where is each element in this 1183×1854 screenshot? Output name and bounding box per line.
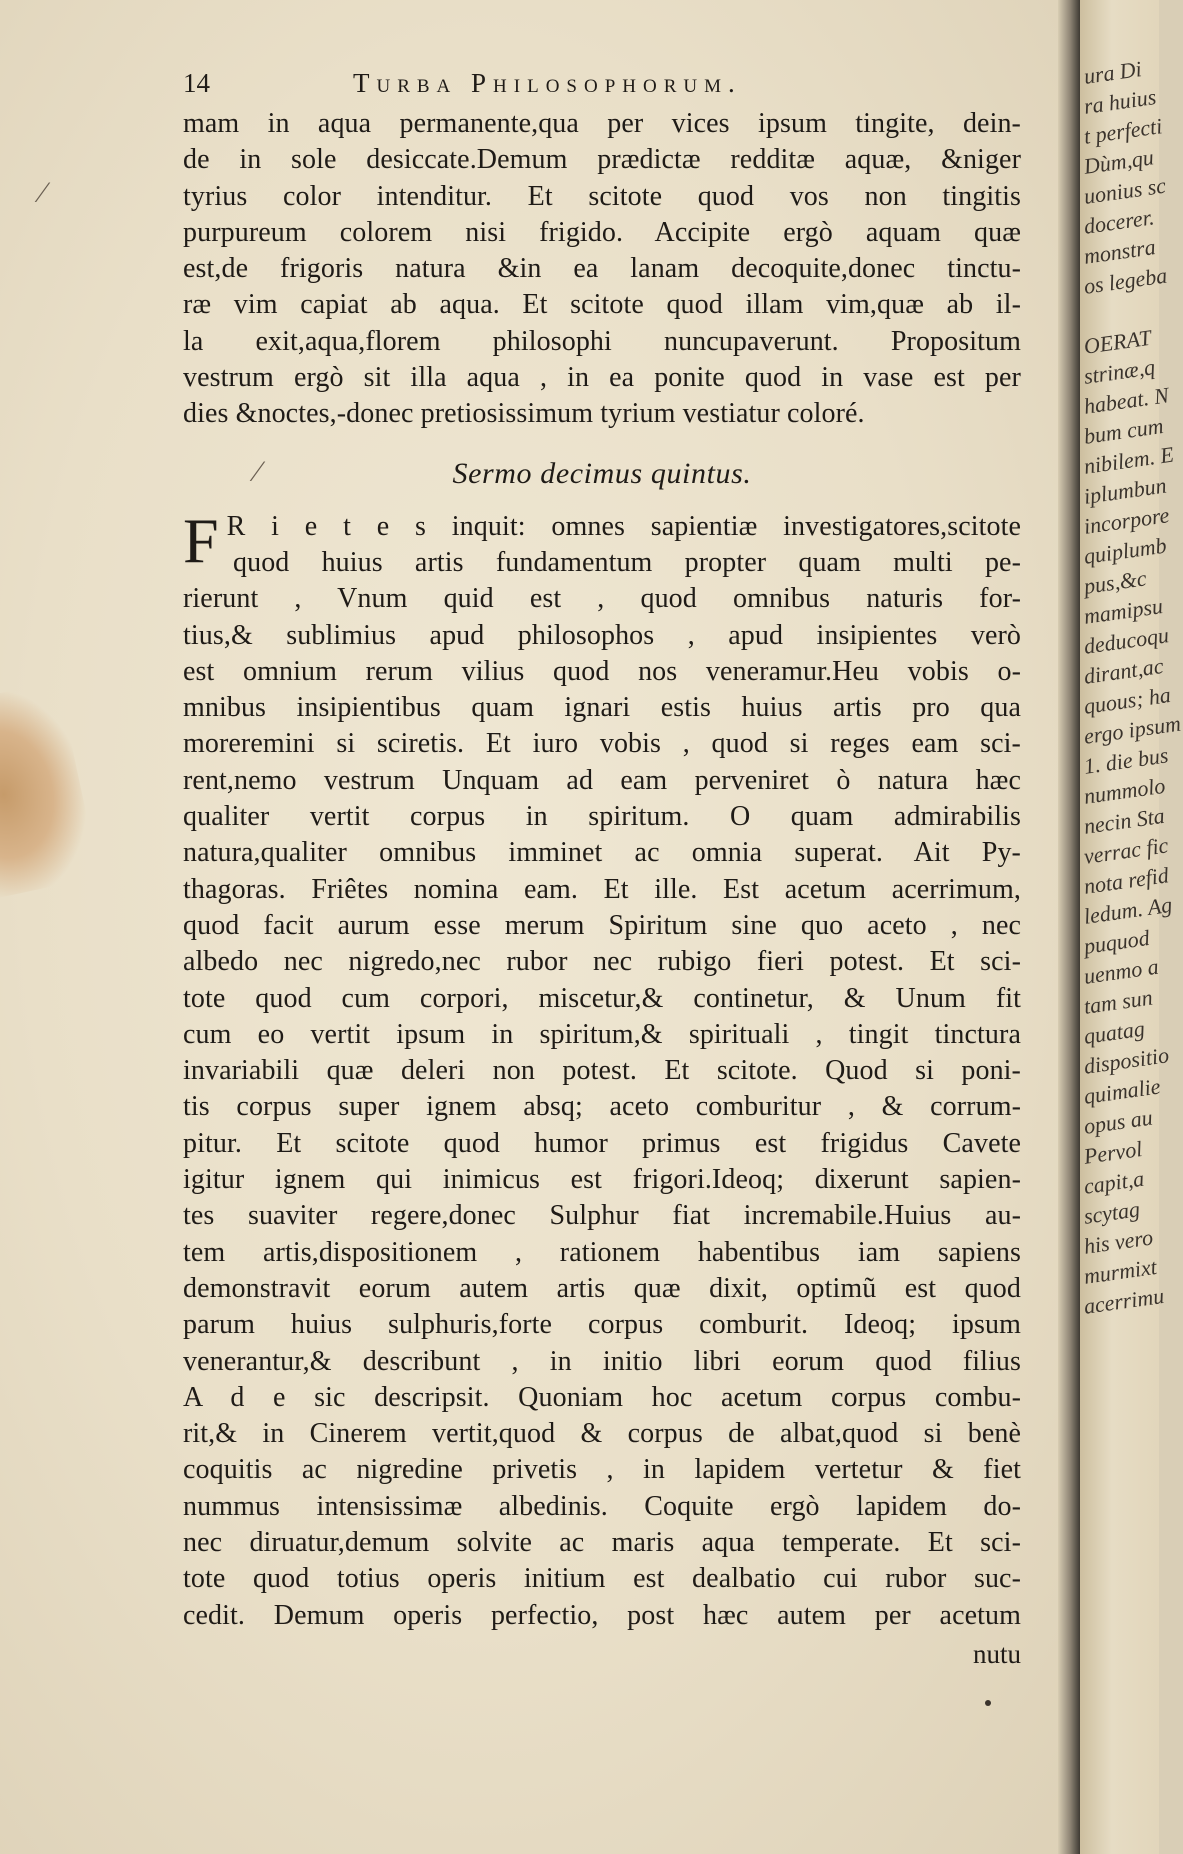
text-line: igitur ignem qui inimicus est frigori.Ideoq; dixerunt sapien- [183, 1164, 1021, 1196]
text-line: parum huius sulphuris,forte corpus comburit. Ideoq; ipsum [183, 1309, 1021, 1341]
facing-page-fragment: os legeba [1082, 262, 1169, 299]
facing-page [1080, 0, 1183, 1854]
running-head [183, 62, 1021, 106]
facing-page-fragment: necin Sta [1082, 802, 1167, 839]
facing-page-fragment: Dùm,qu [1082, 144, 1156, 179]
facing-page-fragment: quiplumb [1082, 532, 1168, 569]
facing-page-fragment: tam sun [1082, 984, 1155, 1019]
text-line: albedo nec nigredo,nec rubor nec rubigo fieri potest. Et sci- [183, 946, 1021, 978]
text-line: qualiter vertit corpus in spiritum. O quam admirabilis [183, 801, 1021, 833]
text-line: cum eo vertit ipsum in spiritum,& spirituali , tingit tinctura [183, 1018, 1021, 1050]
facing-page-fragment: iplumbun [1082, 472, 1168, 509]
facing-page-fragment: dirant,ac [1082, 652, 1165, 689]
margin-pen-mark: ⁄ [40, 176, 46, 209]
section-heading: Sermo decimus quintus. [452, 456, 752, 490]
facing-page-fragment: uenmo a [1082, 953, 1161, 989]
facing-page-fragment: mamipsu [1082, 593, 1165, 629]
text-line: R i e t e s inquit: omnes sapientiæ investigatores,scitote [226, 510, 1021, 542]
facing-page-fragment: bum cum [1082, 412, 1165, 449]
text-line: quod huius artis fundamentum propter quam multi pe- [233, 546, 1021, 578]
facing-page-fragment: incorpore [1082, 502, 1171, 539]
facing-page-fragment: nummolo [1082, 772, 1167, 809]
text-line: demonstravit eorum autem artis quæ dixit, optimũ est quod [183, 1272, 1021, 1304]
facing-page-fragment: t perfecti [1082, 113, 1164, 149]
facing-page-fragment: Pervol [1082, 1135, 1144, 1169]
facing-page-fragment: uonius sc [1082, 172, 1168, 209]
facing-page-fragment: 1. die bus [1082, 742, 1170, 779]
margin-pen-mark: ⁄ [255, 455, 261, 488]
facing-page-fragment: opus au [1082, 1104, 1155, 1139]
facing-page-fragment: ledum. Ag [1082, 891, 1174, 929]
text-line: ræ vim capiat ab aqua. Et scitote quod illam vim,quæ ab il- [183, 289, 1021, 321]
text-line: vestrum ergò sit illa aqua , in ea ponite quod in vase est per [183, 362, 1021, 394]
facing-page-fragment: docerer. [1082, 204, 1156, 239]
facing-page-fragment: OERAT [1082, 324, 1153, 359]
facing-page-fragment: nibilem. E [1082, 441, 1176, 479]
facing-page-fragment: quous; ha [1082, 681, 1173, 719]
text-line: dies &noctes,-donec pretiosissimum tyrium vestiatur coloré. [183, 398, 865, 430]
text-line: coquitis ac nigredine privetis , in lapidem vertetur & fiet [183, 1454, 1021, 1486]
facing-page-fragment: quimalie [1082, 1073, 1162, 1109]
text-line: venerantur,& describunt , in initio libri eorum quod filius [183, 1345, 1021, 1377]
drop-cap: F [183, 504, 219, 576]
page-stain [0, 681, 100, 899]
text-line: pitur. Et scitote quod humor primus est frigidus Cavete [183, 1127, 1021, 1159]
text-line: nummus intensissimæ albedinis. Coquite ergò lapidem do- [183, 1490, 1021, 1522]
text-line: la exit,aqua,florem philosophi nuncupaverunt. Propositum [183, 325, 1021, 357]
facing-page-text [1082, 56, 1183, 1322]
facing-page-fragment: nota refid [1082, 862, 1171, 899]
facing-page-fragment: strinæ,q [1082, 354, 1157, 389]
catchword: nutu [972, 1638, 1021, 1669]
facing-page-fragment: deducoqu [1082, 622, 1171, 659]
text-block [183, 62, 1021, 1672]
text-line: cedit. Demum operis perfectio, post hæc autem per acetum [183, 1599, 1021, 1631]
facing-page-fragment: quatag [1082, 1015, 1147, 1049]
paragraph-2 [183, 504, 1021, 1634]
facing-page-fragment: monstra [1082, 234, 1158, 269]
text-line: rit,& in Cinerem vertit,quod & corpus de albat,quod si benè [183, 1418, 1021, 1450]
facing-page-fragment: ergo ipsum [1082, 710, 1183, 749]
facing-page-fragment: ura Di [1082, 56, 1144, 89]
facing-page-fragment: pus,&c [1082, 565, 1149, 599]
text-line: thagoras. Friêtes nomina eam. Et ille. Est acetum acerrimum, [183, 873, 1021, 905]
facing-page-fragment: scytag [1082, 1196, 1142, 1229]
text-line: tes suaviter regere,donec Sulphur fiat incremabile.Huius au- [183, 1200, 1021, 1232]
text-line: rierunt , Vnum quid est , quod omnibus naturis for- [183, 583, 1021, 615]
text-line: tem artis,dispositionem , rationem habentibus iam sapiens [183, 1236, 1021, 1268]
text-line: quod facit aurum esse merum Spiritum sine quo aceto , nec [183, 909, 1021, 941]
text-line: A d e sic descripsit. Quoniam hoc acetum corpus combu- [183, 1381, 1021, 1413]
paragraph-1 [183, 106, 1021, 433]
text-line: nec diruatur,demum solvite ac maris aqua temperate. Et sci- [183, 1526, 1021, 1558]
facing-page-fragment: verrac fic [1082, 832, 1170, 869]
facing-page-fragment: his vero [1082, 1224, 1155, 1259]
text-line: tius,& sublimius apud philosophos , apud insipientes verò [183, 619, 1021, 651]
text-line: mam in aqua permanente,qua per vices ipsum tingite, dein- [183, 108, 1021, 139]
text-line: rent,nemo vestrum Unquam ad eam perveniret ò natura hæc [183, 764, 1021, 796]
text-line: tyrius color intenditur. Et scitote quod vos non tingitis [183, 180, 1021, 212]
text-line: mnibus insipientibus quam ignari estis huius artis pro qua [183, 692, 1021, 724]
facing-page-fragment: dispositio [1082, 1042, 1171, 1079]
facing-page-fragment: acerrimu [1082, 1282, 1166, 1319]
facing-page-fragment: capit,a [1082, 1165, 1146, 1199]
ink-dot [985, 1700, 991, 1706]
text-line: moreremini si sciretis. Et iuro vobis , quod si reges eam sci- [183, 728, 1021, 760]
text-line: invariabili quæ deleri non potest. Et scitote. Quod si poni- [183, 1055, 1021, 1087]
text-line: est,de frigoris natura &in ea lanam decoquite,donec tinctu- [183, 253, 1021, 285]
text-line: purpureum colorem nisi frigido. Accipite ergò aquam quæ [183, 216, 1021, 248]
facing-page-fragment: habeat. N [1082, 382, 1171, 419]
text-line: tis corpus super ignem absq; aceto comburitur , & corrum- [183, 1091, 1021, 1123]
facing-page-fragment: ra huius [1082, 84, 1158, 119]
page-number: 14 [183, 68, 210, 98]
facing-page-fragment: puquod [1082, 924, 1152, 959]
text-line: natura,qualiter omnibus imminet ac omnia superat. Ait Py- [183, 837, 1021, 869]
text-line: tote quod totius operis initium est dealbatio cui rubor suc- [183, 1563, 1021, 1595]
text-line: de in sole desiccate.Demum prædictæ redditæ aquæ, &niger [183, 144, 1021, 176]
facing-page-fragment: murmixt [1082, 1253, 1159, 1289]
book-gutter [1058, 0, 1080, 1854]
text-line: est omnium rerum vilius quod nos veneramur.Heu vobis o- [183, 655, 1021, 687]
running-title: Turba Philosophorum. [353, 68, 742, 98]
text-line: tote quod cum corpori, miscetur,& continetur, & Unum fit [183, 982, 1021, 1014]
